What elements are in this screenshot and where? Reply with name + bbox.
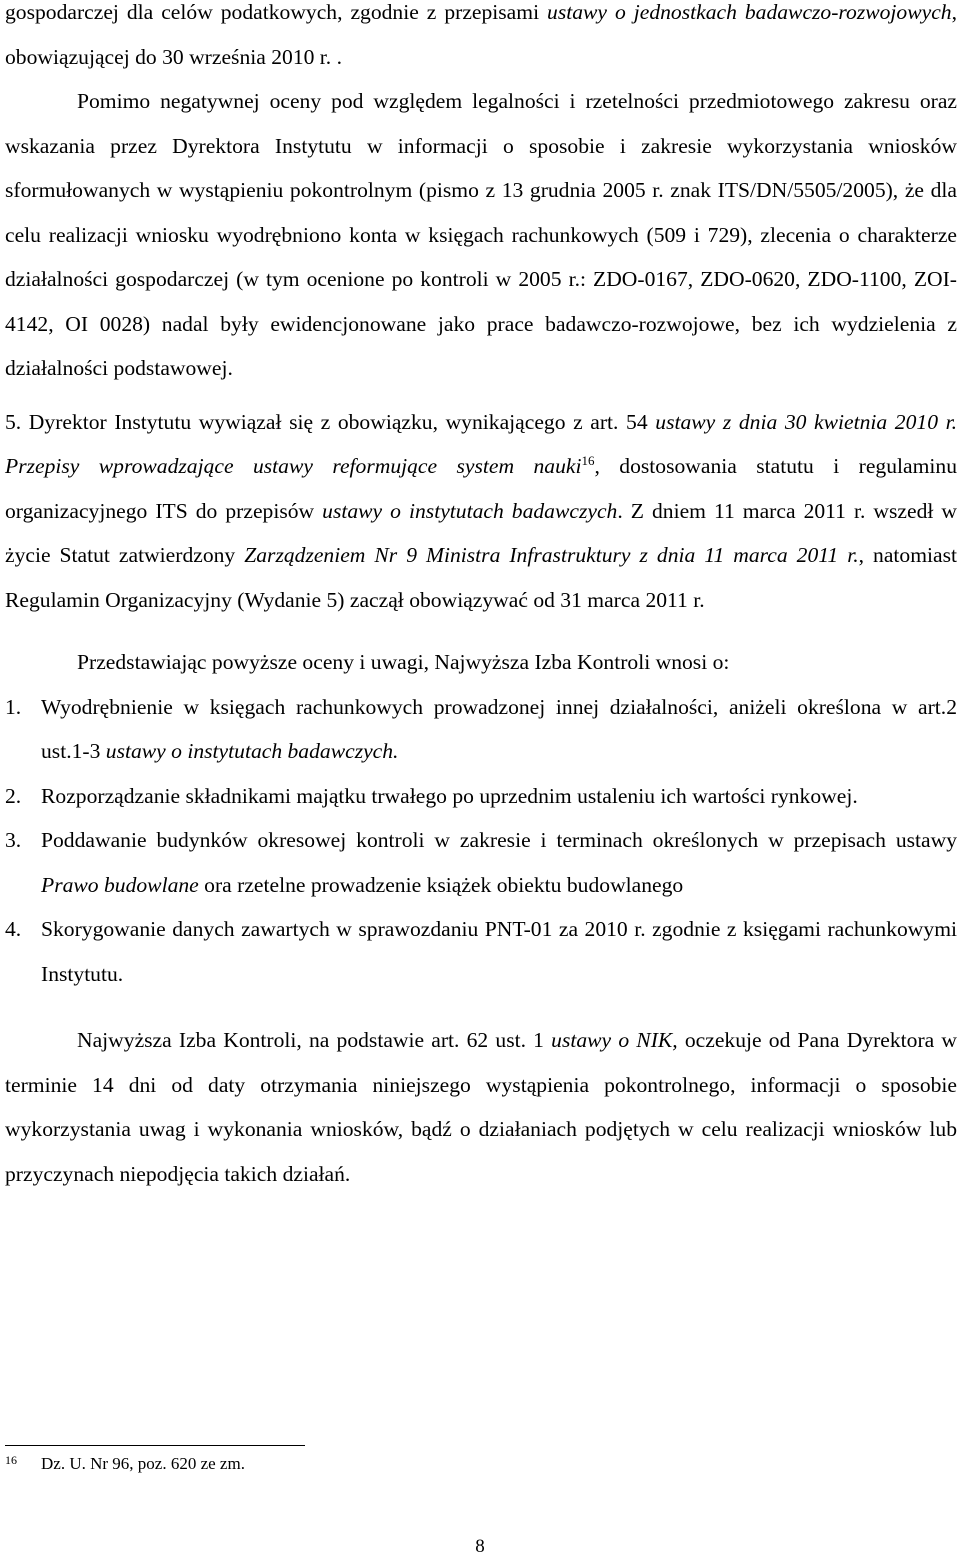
list-item: 1. Wyodrębnienie w księgach rachunkowych prowadzonej innej działalności, aniżeli określona w art.2 ust.1-3 ustawy o instytutach badawczych. xyxy=(5,694,957,763)
footnote-reference: 16 xyxy=(581,452,595,468)
point-number: 5. xyxy=(5,409,22,434)
list-item: 2. Rozporządzanie składnikami majątku trwałego po uprzednim ustaleniu ich wartości rynkowej. xyxy=(5,783,858,808)
paragraph-final: Najwyższa Izba Kontroli, na podstawie art. 62 ust. 1 ustawy o NIK, oczekuje od Pana Dyrektora w terminie 14 dni od daty otrzymania niniejszego wystąpienia pokontrolnego, informacji o sposobie wykorzystania uwag i wykonania wniosków, bądź o działaniach podjętych w celu realizacji wniosków lub przyczynach niepodjęcia takich działań. xyxy=(5,1028,957,1186)
footnote-text: Dz. U. Nr 96, poz. 620 ze zm. xyxy=(41,1454,245,1473)
page-number: 8 xyxy=(475,1536,485,1557)
requests-intro: Przedstawiając powyższe oceny i uwagi, Najwyższa Izba Kontroli wnosi o: xyxy=(77,650,730,674)
paragraph-assessment: Pomimo negatywnej oceny pod względem legalności i rzetelności przedmiotowego zakresu oraz wskazania przez Dyrektora Instytutu w informacji o sposobie i zakresie wykorzystania wniosków sformułowanych w wystąpieniu pokontrolnym (pismo z 13 grudnia 2005 r. znak ITS/DN/5505/2005), że dla celu realizacji wniosku wyodrębniono konta w księgach rachunkowych (509 i 729), zlecenia o charakterze działalności gospodarczej (w tym ocenione po kontroli w 2005 r.: ZDO-0167, ZDO-0620, ZDO-1100, ZOI-4142, OI 0028) nadal były ewidencjonowane jako prace badawczo-rozwojowe, bez ich wydzielenia z działalności podstawowej. xyxy=(5,89,957,380)
list-item: 4. Skorygowanie danych zawartych w sprawozdaniu PNT-01 za 2010 r. zgodnie z księgami rachunkowymi Instytutu. xyxy=(5,917,957,986)
paragraph-point-5: 5. Dyrektor Instytutu wywiązał się z obowiązku, wynikającego z art. 54 ustawy z dnia 30 kwietnia 2010 r. Przepisy wprowadzające ustawy reformujące system nauki$^{16}$, dostosowania statutu i regulaminu organizacyjnego ITS do przepisów ustawy o instytutach badawczych. Z dniem 11 marca 2011 r. wszedł w życie Statut zatwierdzony Zarządzeniem Nr 9 Ministra Infrastruktury z dnia 11 marca 2011 r., natomiast Regulamin Organizacyjny (Wydanie 5) zaczął obowiązywać od 31 marca 2011 r. xyxy=(5,409,958,612)
footnote xyxy=(5,1454,245,1474)
footnote-separator xyxy=(5,1445,305,1446)
requests-list xyxy=(5,685,957,997)
body-text xyxy=(5,0,957,1196)
list-item: 3. Poddawanie budynków okresowej kontroli w zakresie i terminach określonych w przepisach ustawy Prawo budowlane ora rzetelne prowadzenie książek obiektu budowlanego xyxy=(5,828,957,897)
footnote-number: 16 xyxy=(5,1453,17,1467)
paragraph-continuation: gospodarczej dla celów podatkowych, zgodnie z przepisami ustawy o jednostkach badawczo-rozwojowych, obowiązującej do 30 września 2010 r. . xyxy=(5,0,957,69)
